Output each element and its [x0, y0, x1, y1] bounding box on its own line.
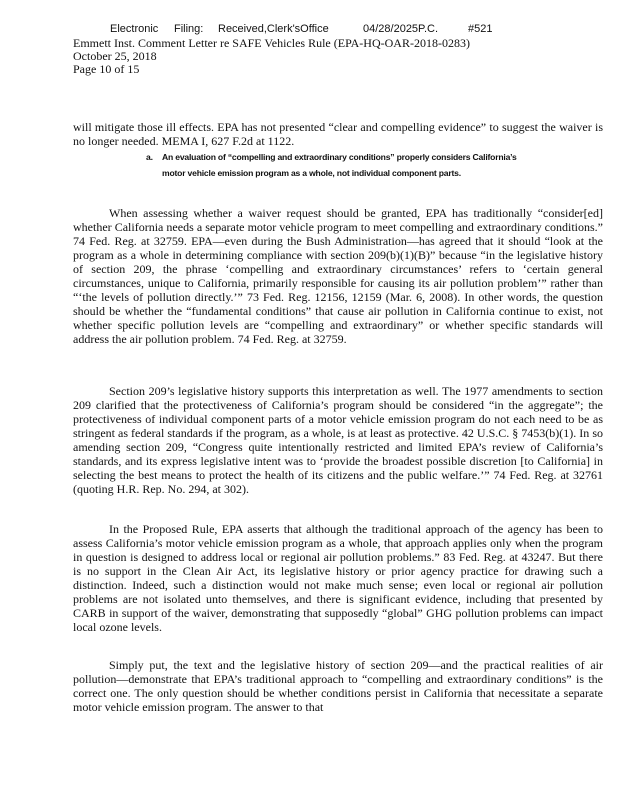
heading-text: An evaluation of “compelling and extraordinary conditions” properly considers California’s motor vehicle emission program as a whole, not individual component parts.	[162, 152, 517, 178]
header-date: October 25, 2018	[73, 49, 157, 63]
page-header	[73, 37, 553, 76]
banner-received: Received,Clerk'sOffice	[218, 23, 329, 35]
banner-date: 04/28/2025P.C.	[363, 23, 439, 35]
paragraph-conclusion: Simply put, the text and the legislative history of section 209—and the practical realities of air pollution—demonstrate that EPA’s traditional approach to “compelling and extraordinary conditions” is the correct one. The only question should be whether conditions persist in California that necessitate a separate motor vehicle emission program. The answer to that	[73, 658, 603, 714]
paragraph-continuation: will mitigate those ill effects. EPA has not presented “clear and compelling evidence” to suggest the waiver is no longer needed. MEMA I, 627 F.2d at 1122.	[73, 120, 603, 148]
header-page-number: Page 10 of 15	[73, 62, 140, 76]
filing-banner	[110, 22, 530, 36]
header-title: Emmett Inst. Comment Letter re SAFE Vehicles Rule (EPA-HQ-OAR-2018-0283)	[73, 36, 470, 50]
paragraph-legislative-history: Section 209’s legislative history supports this interpretation as well. The 1977 amendments to section 209 clarified that the protectiveness of California’s program should be considered “in the aggregate”; the protectiveness of individual component parts of a motor vehicle emission program do not each need to be as stringent as federal standards if the program, as a whole, is at least as protective. 42 U.S.C. § 7453(b)(1). In so amending section 209, “Congress quite intentionally restricted and limited EPA’s review of California’s standards, and its express legislative intent was to ‘provide the broadest possible discretion [to California] in selecting the best means to protect the health of its citizens and the public welfare.’” 74 Fed. Reg. at 32761 (quoting H.R. Rep. No. 294, at 302).	[73, 384, 603, 496]
heading-marker: a.	[146, 152, 153, 162]
paragraph-waiver-assessment: When assessing whether a waiver request should be granted, EPA has traditionally “consider[ed] whether California needs a separate motor vehicle program to meet compelling and extraordinary conditions.” 74 Fed. Reg. at 32759. EPA—even during the Bush Administration—has agreed that it should “look at the program as a whole in determining compliance with section 209(b)(1)(B)” because “in the legislative history of section 209, the phrase ‘compelling and extraordinary circumstances’ refers to ‘certain general circumstances, unique to California, primarily responsible for causing its air pollution problem’” rather than “‘the levels of pollution directly.’” 73 Fed. Reg. 12156, 12159 (Mar. 6, 2008). In other words, the question should be whether the “fundamental conditions” that cause air pollution in California continue to exist, not whether specific pollution levels are “compelling and extraordinary” or whether specific standards will address the air pollution problem. 74 Fed. Reg. at 32759.	[73, 206, 603, 346]
banner-filing: Filing:	[174, 23, 204, 35]
banner-electronic: Electronic	[110, 23, 159, 35]
section-heading	[146, 149, 526, 181]
banner-number: #521	[468, 23, 493, 35]
paragraph-proposed-rule: In the Proposed Rule, EPA asserts that although the traditional approach of the agency has been to assess California’s motor vehicle emission program as a whole, that approach applies only when the program in question is designed to address local or regional air pollution problems.” 83 Fed. Reg. at 43247. But there is no support in the Clean Air Act, its legislative history or prior agency practice for drawing such a distinction. Indeed, such a distinction would not make much sense; even local or regional air pollution problems are not isolated unto themselves, and there is significant evidence, including that presented by CARB in support of the waiver, demonstrating that supposedly “global” GHG pollution problems can impact local ozone levels.	[73, 522, 603, 634]
